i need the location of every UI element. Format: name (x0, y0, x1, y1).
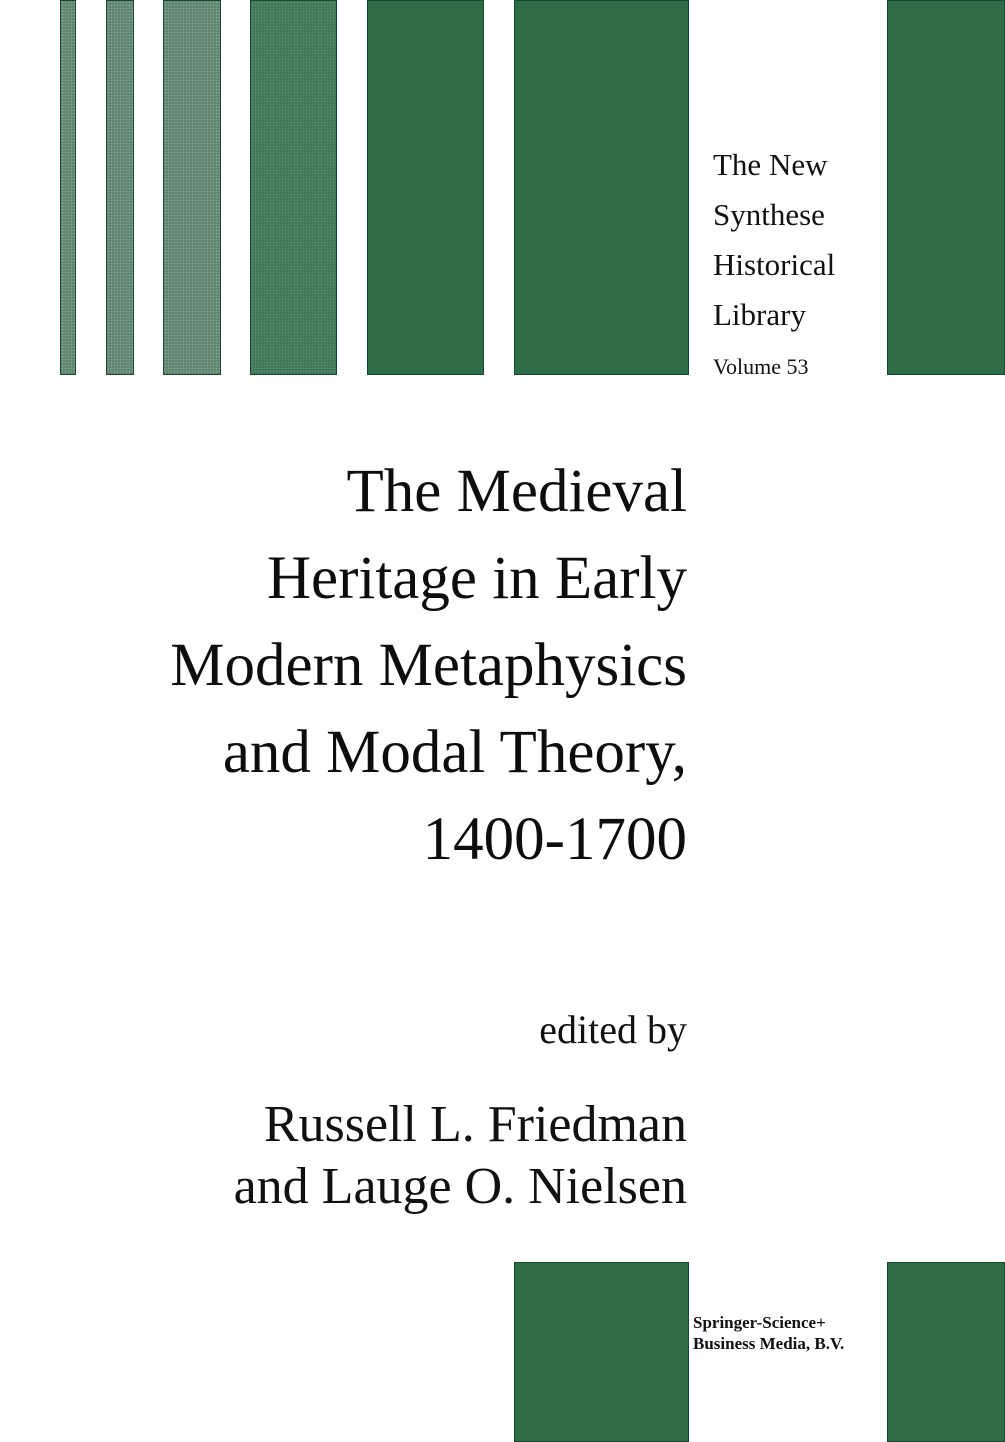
top-bar-4 (250, 0, 337, 375)
series-line-3: Historical (713, 247, 836, 282)
editor-line-1: Russell L. Friedman (263, 1096, 687, 1153)
top-bar-2 (106, 0, 134, 375)
top-bar-3 (163, 0, 221, 375)
top-bar-1 (60, 0, 76, 375)
editor-names (234, 1094, 687, 1218)
book-title (170, 448, 687, 883)
series-line-4: Library (713, 297, 806, 332)
series-name (713, 140, 835, 340)
bottom-bar-1 (514, 1262, 689, 1442)
publisher-label (691, 1312, 846, 1354)
title-line-1: The Medieval (346, 458, 687, 525)
volume-number: Volume 53 (713, 354, 809, 379)
top-bar-6 (514, 0, 689, 375)
title-line-5: 1400-1700 (422, 806, 687, 873)
editor-line-2: and Lauge O. Nielsen (233, 1158, 687, 1215)
top-bar-7 (887, 0, 1005, 375)
bottom-bar-2 (887, 1262, 1005, 1442)
title-line-3: Modern Metaphysics (170, 632, 687, 699)
publisher-line-1: Springer-Science+ (693, 1313, 826, 1332)
series-line-2: Synthese (713, 197, 825, 232)
title-line-4: and Modal Theory, (222, 719, 687, 786)
top-bar-5 (367, 0, 484, 375)
title-line-2: Heritage in Early (266, 545, 687, 612)
edited-by-label: edited by (539, 1007, 687, 1052)
publisher-line-2: Business Media, B.V. (693, 1334, 845, 1353)
series-line-1: The New (713, 147, 828, 182)
